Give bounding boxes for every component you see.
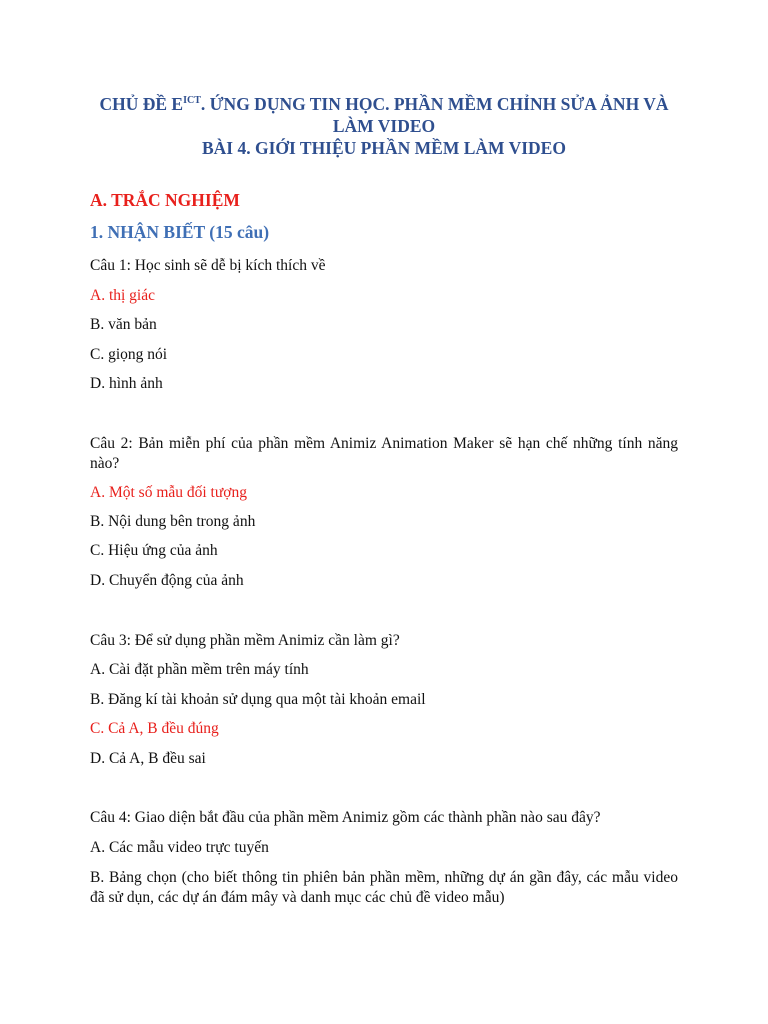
question-2-option-a: A. Một số mẫu đối tượng — [90, 484, 247, 501]
question-4-option-a: A. Các mẫu video trực tuyến — [90, 839, 269, 856]
question-3-option-a: A. Cài đặt phần mềm trên máy tính — [90, 661, 309, 678]
question-3-option-b: B. Đăng kí tài khoản sử dụng qua một tài khoản email — [90, 691, 426, 708]
lesson-title: BÀI 4. GIỚI THIỆU PHẦN MỀM LÀM VIDEO — [202, 138, 566, 158]
section-heading: A. TRẮC NGHIỆM — [90, 190, 240, 210]
question-1-option-a: A. thị giác — [90, 287, 155, 304]
title-suffix: . ỨNG DỤNG TIN HỌC. PHẦN MỀM CHỈNH SỬA ẢNH VÀ LÀM VIDEO — [200, 94, 669, 136]
title-superscript: ICT — [183, 95, 201, 106]
question-1-option-c: C. giọng nói — [90, 346, 168, 363]
question-1-option-b: B. văn bản — [90, 316, 157, 333]
question-4-option-b: B. Bảng chọn (cho biết thông tin phiên bản phần mềm, những dự án gần đây, các mẫu video đã sử dụn, các dự án đám mây và danh mục các chủ đề video mẫu) — [90, 869, 678, 906]
question-4: Câu 4: Giao diện bắt đầu của phần mềm Animiz gồm các thành phần nào sau đây? — [90, 809, 601, 826]
question-3: Câu 3: Để sử dụng phần mềm Animiz cần làm gì? — [90, 632, 400, 649]
question-3-option-c: C. Cả A, B đều đúng — [90, 720, 219, 737]
question-2-option-b: B. Nội dung bên trong ảnh — [90, 513, 256, 530]
question-1-option-d: D. hình ảnh — [90, 375, 163, 392]
question-2-option-c: C. Hiệu ứng của ảnh — [90, 542, 218, 559]
question-2-option-d: D. Chuyển động của ảnh — [90, 572, 244, 589]
question-2: Câu 2: Bản miễn phí của phần mềm Animiz Animation Maker sẽ hạn chế những tính năng nào? — [90, 435, 678, 472]
title-prefix: CHỦ ĐỀ E — [99, 94, 184, 114]
question-3-option-d: D. Cả A, B đều sai — [90, 750, 206, 767]
question-1: Câu 1: Học sinh sẽ dễ bị kích thích về — [90, 257, 326, 274]
document-title — [90, 93, 678, 159]
subsection-heading: 1. NHẬN BIẾT (15 câu) — [90, 222, 270, 242]
